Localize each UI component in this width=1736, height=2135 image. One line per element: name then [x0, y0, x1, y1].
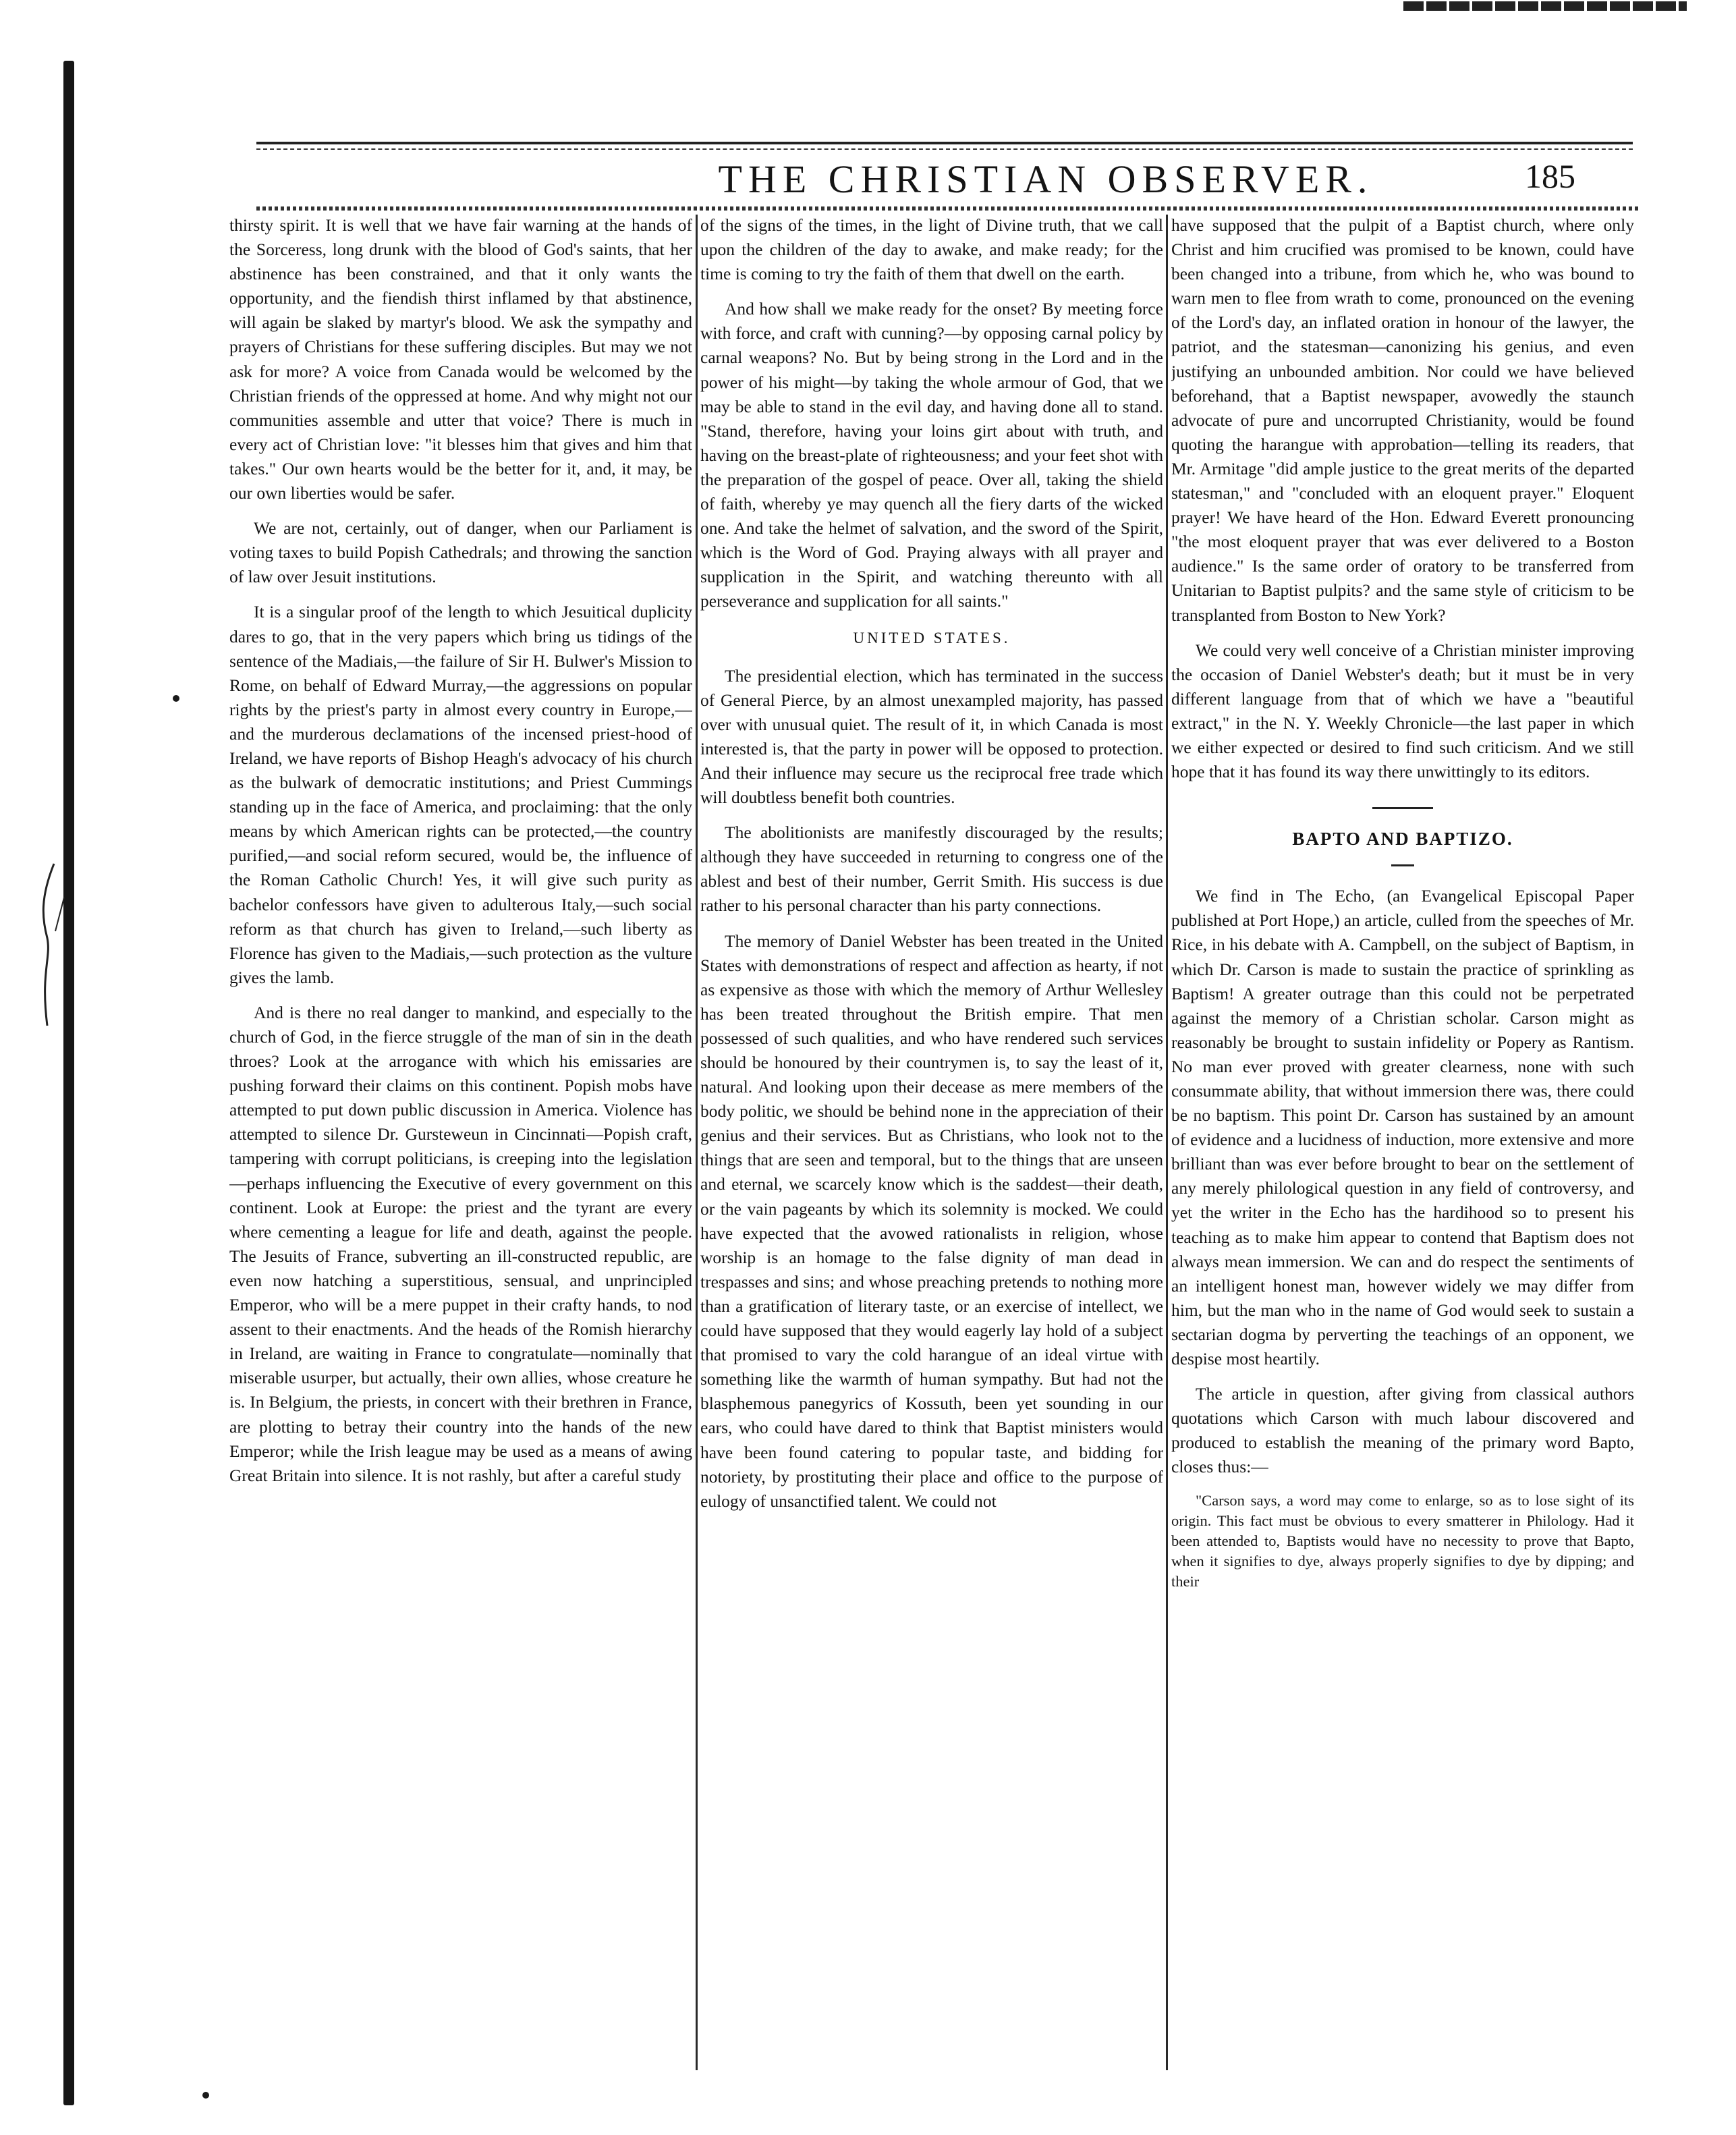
paragraph: We find in The Echo, (an Evangelical Episcopal Paper published at Port Hope,) an article, culled from the speeches of Mr. Rice, in his debate with A. Campbell, on the subject of Baptism, in which Dr. Carson is made to sustain the practice of sprinkling as Baptism! A greater outrage than this could not be perpetrated against the memory of a Christian scholar. Carson might as reasonably be brought to sustain infidelity or Popery as Rantism. No man ever proved with greater clearness, none with such consummate ability, that without immersion there was, there could be no baptism. This point Dr. Carson has sustained by an amount of evidence and a lucidness of induction, more extensive and more brilliant than was ever before brought to bear on the settlement of any merely philological question in any field of controversy, and yet the writer in the Echo has the hardihood so to present his teaching as to make him appear to contend that Baptism does not always mean immersion. We can and do respect the sentiments of an intelligent honest man, however widely we may differ from him, but the man who in the name of God would seek to sustain a sectarian dogma by perverting the teachings of an opponent, we despise most heartily. — [1171, 886, 1634, 1369]
paragraph: have supposed that the pulpit of a Baptist church, where only Christ and him crucified was promised to be known, could have been changed into a tribune, from which he, who was bound to warn men to flee from wrath to come, pronounced on the evening of the Lord's day, an inflated oration in honour of the lawyer, the patriot, and the statesman—canonizing his genius, and even justifying an unbounded ambition. Nor could we have believed beforehand, that a Baptist newspaper, avowedly the staunch advocate of pure and uncorrupted Christianity, would be found quoting the harangue with approbation—telling its readers, that Mr. Armitage "did ample justice to the great merits of the departed statesman," and "concluded with an eloquent prayer." Eloquent prayer! We have heard of the Hon. Edward Everett pronouncing "the most eloquent prayer that was ever delivered to a Boston audience." Is the same order of oratory to be transferred from Unitarian to Baptist pulpits? and the same style of criticism to be transplanted from Boston to New York? — [1171, 215, 1634, 625]
binding-edge-bar — [63, 61, 74, 2105]
paragraph: It is a singular proof of the length to which Jesuitical duplicity dares to go, that in the very papers which bring us tidings of the sentence of the Madiais,—the failure of Sir H. Bulwer's Mission to Rome, on behalf of Edward Murray,—the aggressions on popular rights by the priest's party in almost every country in Europe,—and the murderous declamations of the incensed priest-hood of Ireland, we have reports of Bishop Heagh's advocacy of his church as the bulwark of democratic institutions; and Priest Cummings standing up in the face of America, and proclaiming: that the only means by which American rights can be protected,—the country purified,—and social reform secured, would be, the influence of the Roman Catholic Church! Yes, it will give such purity as bachelor confessors have given to adulterous Italy,—such social reform as that church has given to Ireland,—such liberty as Florence has given to the Madiais,—such protection as the vulture gives the lamb. — [229, 602, 692, 987]
ink-dot — [173, 695, 179, 702]
section-divider — [1372, 807, 1433, 809]
paragraph: The abolitionists are manifestly discouraged by the results; although they have succeeded in returning to congress one of the ablest and best of their number, Gerrit Smith. His success is due rather to his personal character than his party connections. — [700, 823, 1163, 916]
pencil-mark-icon — [27, 857, 67, 1032]
ink-dot — [202, 2092, 209, 2099]
header-rule-bottom — [256, 206, 1640, 211]
column-middle — [700, 213, 1163, 2082]
paragraph: thirsty spirit. It is well that we have fair warning at the hands of the Sorceress, long drunk with the blood of God's saints, that her abstinence has been constrained, and that it only wants the opportunity, and the fiendish thirst inflamed by that abstinence, will again be slaked by martyr's blood. We ask the sympathy and prayers of Christians for these suffering disciples. But may we not ask for more? A voice from Canada would be welcomed by the Christian friends of the oppressed at home. And why might not our communities assemble and utter that voice? There is much in every act of Christian love: "it blesses him that gives and him that takes." Our own hearts would be the better for it, and, it may, be our own liberties would be safer. — [229, 215, 692, 503]
paragraph: of the signs of the times, in the light of Divine truth, that we call upon the children of the day to awake, and make ready; for the time is coming to try the faith of them that dwell on the earth. — [700, 215, 1163, 284]
paragraph: The memory of Daniel Webster has been treated in the United States with demonstrations of respect and affection as hearty, if not as expensive as those with which the memory of Arthur Wellesley has been treated throughout the British empire. That men possessed of such qualities, and who have rendered such services should be honoured by their countrymen is, to say the least of it, natural. And looking upon their decease as mere members of the body politic, we should be behind none in the appreciation of their genius and their services. But as Christians, who look not to the things that are seen and temporal, but to the things that are unseen and eternal, we scarcely know which is the saddest—their death, or the vain pageants by which its solemnity is mocked. We could have expected that the avowed rationalists in religion, whose worship is an homage to the false dignity of man dead in trespasses and sins; and whose preaching pretends to nothing more than a gratification of literary taste, or an exercise of intellect, we could have supposed that they would eagerly lay hold of a subject that promised to vary the cold harangue of an ideal virtue with something like the warmth of human sympathy. But had not the blasphemous panegyrics of Kossuth, been yet sounding in our ears, who could have dared to think that Baptist ministers would have been found catering to popular taste, and bidding for notoriety, by prostituting their place and office to the purpose of eulogy of unsanctified talent. We could not — [700, 931, 1163, 1511]
header-rule-top — [256, 142, 1633, 150]
top-edge-rule — [1403, 1, 1687, 11]
paragraph: And is there no real danger to mankind, and especially to the church of God, in the fierce struggle of the man of sin in the death throes? Look at the arrogance with which his emissaries are pushing forward their claims on this continent. Popish mobs have attempted to put down public discussion in America. Violence has attempted to silence Dr. Gursteweun in Cincinnati—Popish craft, tampering with corrupt politicians, is creeping into the legislation—perhaps influencing the Executive of every government on this continent. Look at Europe: the priest and the tyrant are every where cementing a league for life and death, against the people. The Jesuits of France, subverting an ill-constructed republic, are even now hatching a superstitious, sensual, and unprincipled Emperor, who will be a mere puppet in their crafty hands, to nod assent to their enactments. And the heads of the Romish hierarchy in Ireland, are waiting in France to congratulate—nominally that miserable usurper, but actually, their own allies, whose creature he is. In Belgium, the priests, in concert with their brethren in France, are plotting to betray their country into the hands of the new Emperor; while the Irish league may be used as a means of awing Great Britain into silence. It is not rashly, but after a careful study — [229, 1002, 692, 1485]
section-divider — [1391, 864, 1414, 866]
column-right — [1171, 213, 1634, 2082]
paragraph: We are not, certainly, out of danger, when our Parliament is voting taxes to build Popish Cathedrals; and throwing the sanction of law over Jesuit institutions. — [229, 518, 692, 587]
paragraph: The presidential election, which has terminated in the success of General Pierce, by an almost unexampled majority, has passed over with unusual quiet. The result of it, in which Canada is most interested is, that the party in power will be opposed to protection. And their influence may secure us the reciprocal free trade which will doubtless benefit both countries. — [700, 665, 1163, 808]
column-divider — [1166, 215, 1168, 2070]
column-divider — [696, 215, 698, 2070]
section-heading: UNITED STATES. — [853, 629, 1011, 646]
section-heading: BAPTO AND BAPTIZO. — [1292, 829, 1513, 850]
block-quote: "Carson says, a word may come to enlarge, so as to lose sight of its origin. This fact must be obvious to every smatterer in Philology. Had it been attended to, Baptists would have no necessity to prove that Bapto, when it signifies to dye, always properly signifies to dye by dipping; and their — [1171, 1491, 1634, 1590]
paragraph: We could very well conceive of a Christian minister improving the occasion of Daniel Webster's death; but it must be in very different language from that of which we have a "beautiful extract," in the N. Y. Weekly Chronicle—the last paper in which we either expected or desired to find such criticism. And we still hope that it has found its way there unwittingly to its editors. — [1171, 640, 1634, 782]
page-number: 185 — [1525, 157, 1575, 195]
paragraph: And how shall we make ready for the onset? By meeting force with force, and craft with cunning?—by opposing carnal policy by carnal weapons? No. But by being strong in the Lord and in the power of his might—by taking the whole armour of God, that we may be able to stand in the evil day, and having done all to stand. "Stand, therefore, having your loins girt about with truth, and having on the breast-plate of righteousness; and your feet shot with the preparation of the gospel of peace. Over all, taking the shield of faith, whereby ye may quench all the fiery darts of the wicked one. And take the helmet of salvation, and the sword of the Spirit, which is the Word of God. Praying always with all prayer and supplication in the Spirit, and watching thereunto with all perseverance and supplication for all saints." — [700, 299, 1163, 611]
column-left — [229, 213, 692, 2082]
paragraph: The article in question, after giving from classical authors quotations which Carson with much labour discovered and produced to establish the meaning of the primary word Bapto, closes thus:— — [1171, 1384, 1634, 1477]
running-title: THE CHRISTIAN OBSERVER. — [718, 157, 1374, 201]
